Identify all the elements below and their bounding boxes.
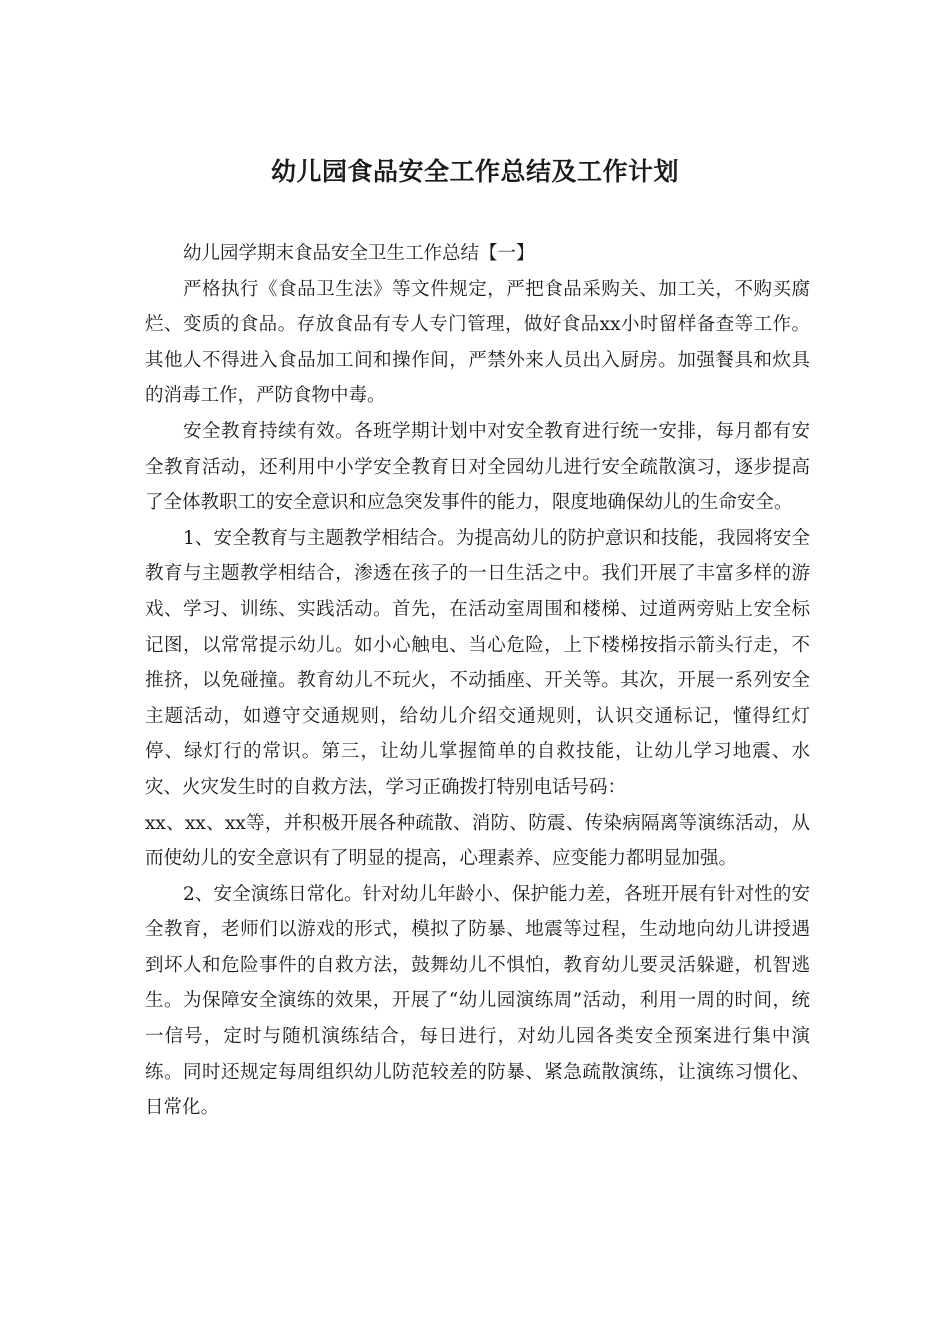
paragraph-safety-education: 安全教育持续有效。各班学期计划中对安全教育进行统一安排，每月都有安全教育活动，还利用中小学安全教育日对全园幼儿进行安全疏散演习，逐步提高了全体教职工的安全意识和应急突发事件的能力，限度地确保幼儿的生命安全。 [145,420,810,514]
paragraph-item-2: 2、安全演练日常化。针对幼儿年龄小、保护能力差，各班开展有针对性的安全教育，老师们以游戏的形式，模拟了防暴、地震等过程，生动地向幼儿讲授遇到坏人和危险事件的自救方法，鼓舞幼儿不惧怕，教育幼儿要灵活躲避，机智逃生。为保障安全演练的效果，开展了“幼儿园演练周”活动，利用一周的时间，统一信号，定时与随机演练结合，每日进行，对幼儿园各类安全预案进行集中演练。同时还规定每周组织幼儿防范较差的防暴、紧急疏散演练，让演练习惯化、日常化。 [145,883,810,1119]
paragraph-item-1: 1、安全教育与主题教学相结合。为提高幼儿的防护意识和技能，我园将安全教育与主题教学相结合，渗透在孩子的一日生活之中。我们开展了丰富多样的游戏、学习、训练、实践活动。首先，在活动室周围和楼梯、过道两旁贴上安全标记图，以常常提示幼儿。如小心触电、当心危险，上下楼梯按指示箭头行走，不推挤，以免碰撞。教育幼儿不玩火，不动插座、开关等。其次，开展一系列安全主题活动，如遵守交通规则，给幼儿介绍交通规则，认识交通标记，懂得红灯停、绿灯行的常识。第三，让幼儿掌握简单的自救技能，让幼儿学习地震、水灾、火灾发生时的自救方法，学习正确拨打特别电话号码： [145,527,810,798]
paragraph-item-1-continued: xx、xx、xx等，并积极开展各种疏散、消防、防震、传染病隔离等演练活动，从而使幼儿的安全意识有了明显的提高，心理素养、应变能力都明显加强。 [145,812,810,870]
paragraph-food-hygiene: 严格执行《食品卫生法》等文件规定，严把食品采购关、加工关，不购买腐烂、变质的食品。存放食品有专人专门管理，做好食品xx小时留样备查等工作。其他人不得进入食品加工间和操作间，严禁外来人员出入厨房。加强餐具和炊具的消毒工作，严防食物中毒。 [145,278,810,407]
document-body [145,236,810,1126]
section-heading: 幼儿园学期末食品安全卫生工作总结【一】 [183,243,535,264]
document-title: 幼儿园食品安全工作总结及工作计划 [270,157,679,186]
